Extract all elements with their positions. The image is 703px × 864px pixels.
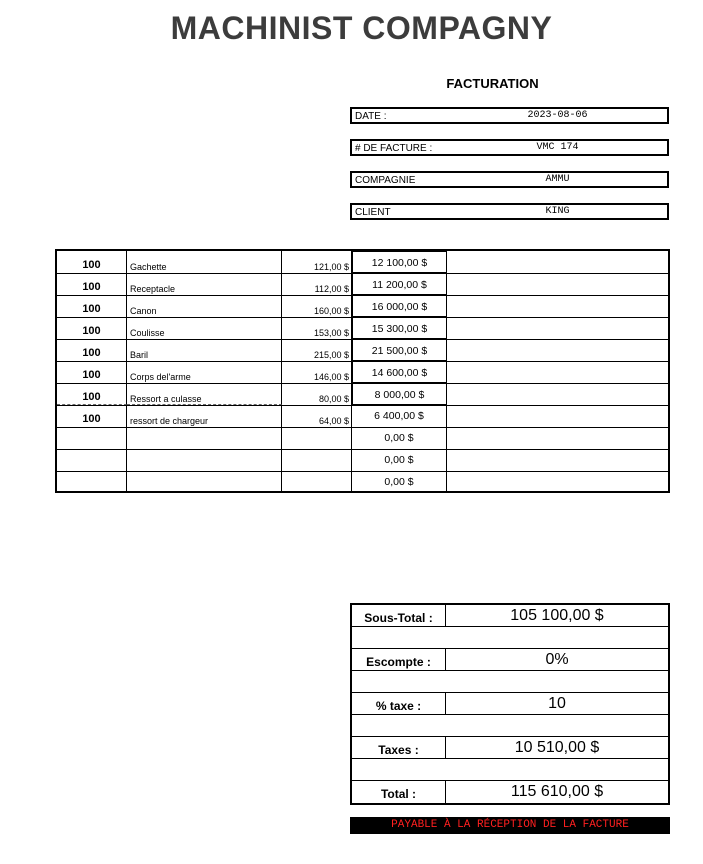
spacer-cell (352, 715, 446, 736)
company-value: AMMU (545, 174, 570, 185)
taxes-row (352, 737, 668, 759)
item-total: 16 000,00 $ (352, 295, 447, 317)
item-unit-price: 112,00 $ (282, 273, 352, 295)
item-total: 6 400,00 $ (352, 405, 447, 427)
item-notes (447, 295, 668, 317)
item-total: 11 200,00 $ (352, 273, 447, 295)
tax-rate-value: 10 (548, 695, 566, 712)
company-name: MACHINIST COMPAGNY (170, 10, 553, 46)
total-label: Total : (352, 781, 446, 803)
subtotal-row (352, 605, 668, 627)
item-total: 15 300,00 $ (352, 317, 447, 339)
item-unit-price (282, 449, 352, 471)
item-notes (447, 471, 668, 493)
item-qty (57, 471, 127, 493)
item-unit-price: 215,00 $ (282, 339, 352, 361)
spacer-row (352, 759, 668, 781)
client-field (350, 203, 669, 220)
item-qty: 100 (57, 383, 127, 405)
discount-row (352, 649, 668, 671)
table-row (57, 405, 668, 428)
item-total: 8 000,00 $ (352, 383, 447, 405)
item-unit-price: 64,00 $ (282, 405, 352, 427)
item-notes (447, 427, 668, 449)
item-qty (57, 449, 127, 471)
item-total: 14 600,00 $ (352, 361, 447, 383)
client-value: KING (545, 206, 570, 217)
item-unit-price (282, 427, 352, 449)
date-value: 2023-08-06 (527, 110, 588, 121)
invoice-number-field (350, 139, 669, 156)
item-total: 0,00 $ (352, 471, 447, 493)
spacer-row (352, 715, 668, 737)
item-unit-price: 160,00 $ (282, 295, 352, 317)
item-notes (447, 273, 668, 295)
table-row (57, 449, 668, 472)
spacer-row (352, 671, 668, 693)
item-notes (447, 251, 668, 273)
item-qty: 100 (57, 405, 127, 427)
item-description (127, 427, 282, 449)
taxes-value: 10 510,00 $ (514, 739, 600, 756)
table-row (57, 471, 668, 493)
item-total: 0,00 $ (352, 427, 447, 449)
table-row (57, 273, 668, 296)
item-notes (447, 361, 668, 383)
date-field (350, 107, 669, 124)
item-description (127, 449, 282, 471)
item-description: Gachette (127, 251, 282, 273)
item-qty: 100 (57, 273, 127, 295)
taxes-label: Taxes : (352, 737, 446, 758)
item-notes (447, 449, 668, 471)
discount-label: Escompte : (352, 649, 446, 670)
item-qty: 100 (57, 251, 127, 273)
invoice-number-label: # DE FACTURE : (355, 143, 433, 154)
item-total: 12 100,00 $ (352, 251, 447, 273)
item-unit-price: 121,00 $ (282, 251, 352, 273)
discount-value: 0% (545, 651, 569, 668)
item-description: Corps del'arme (127, 361, 282, 383)
tax-rate-label: % taxe : (352, 693, 446, 714)
items-table (55, 249, 670, 493)
item-description (127, 471, 282, 493)
item-unit-price: 153,00 $ (282, 317, 352, 339)
item-notes (447, 405, 668, 427)
company-field (350, 171, 669, 188)
item-description: Canon (127, 295, 282, 317)
total-row (352, 781, 668, 803)
spacer-row (352, 627, 668, 649)
table-row (57, 361, 668, 384)
client-label: CLIENT (355, 207, 391, 218)
totals-table (350, 603, 670, 805)
table-row (57, 339, 668, 362)
document-title: FACTURATION (446, 76, 539, 91)
item-unit-price: 146,00 $ (282, 361, 352, 383)
item-total: 0,00 $ (352, 449, 447, 471)
item-description: Receptacle (127, 273, 282, 295)
invoice-number-value: VMC 174 (536, 142, 579, 153)
item-notes (447, 317, 668, 339)
item-description: Baril (127, 339, 282, 361)
item-unit-price: 80,00 $ (282, 383, 352, 405)
date-label: DATE : (355, 111, 387, 122)
table-row (57, 295, 668, 318)
item-qty: 100 (57, 339, 127, 361)
item-qty: 100 (57, 317, 127, 339)
item-notes (447, 339, 668, 361)
item-qty: 100 (57, 361, 127, 383)
item-description: Coulisse (127, 317, 282, 339)
tax-rate-row (352, 693, 668, 715)
item-description: ressort de chargeur (127, 405, 282, 427)
item-total: 21 500,00 $ (352, 339, 447, 361)
spacer-cell (352, 759, 446, 780)
company-label: COMPAGNIE (355, 175, 416, 186)
total-value: 115 610,00 $ (510, 783, 604, 800)
table-row (57, 427, 668, 450)
table-row (57, 317, 668, 340)
item-qty (57, 427, 127, 449)
subtotal-label: Sous-Total : (352, 605, 446, 626)
table-row (57, 251, 668, 274)
payment-note: PAYABLE À LA RÉCEPTION DE LA FACTURE (350, 817, 670, 834)
table-row (57, 383, 668, 406)
subtotal-value: 105 100,00 $ (510, 607, 604, 624)
item-description: Ressort a culasse (127, 383, 282, 405)
item-notes (447, 383, 668, 405)
spacer-cell (352, 671, 446, 692)
spacer-cell (352, 627, 446, 648)
item-qty: 100 (57, 295, 127, 317)
item-unit-price (282, 471, 352, 493)
